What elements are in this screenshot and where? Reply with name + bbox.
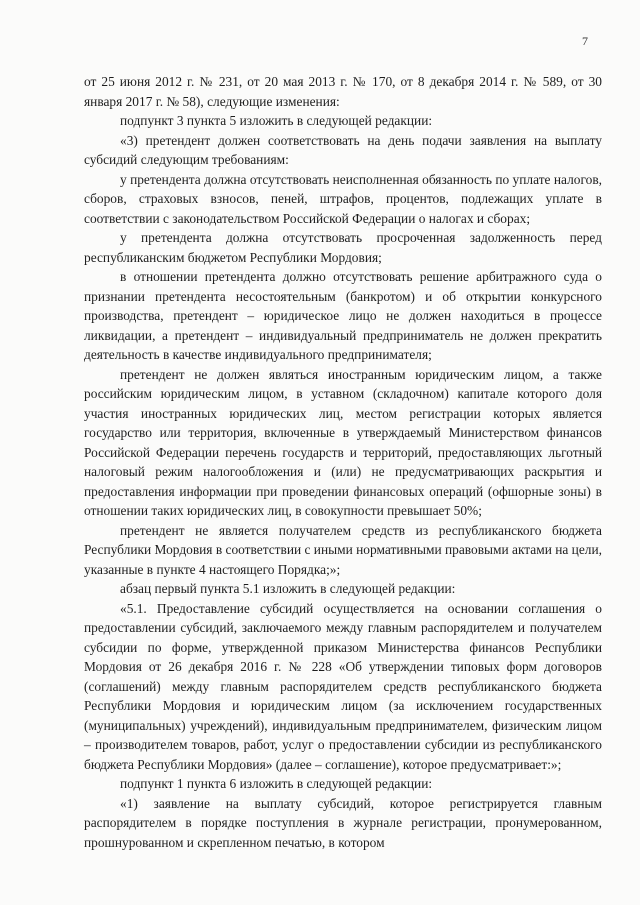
paragraph-1: от 25 июня 2012 г. № 231, от 20 мая 2013 г. № 170, от 8 декабря 2014 г. № 589, от 30 января 2017 г. № 58), следующие изменения: bbox=[84, 74, 602, 109]
paragraph-9: абзац первый пункта 5.1 изложить в следующей редакции: bbox=[120, 581, 456, 596]
paragraph-6: в отношении претендента должно отсутствовать решение арбитражного суда о признании претендента несостоятельным (банкротом) и об открытии конкурсного производства, претендент – юридическое лицо не должен находиться в процессе ликвидации, а претендент – индивидуальный предприниматель не должен прекратить деятельность в качестве индивидуального предпринимателя; bbox=[84, 269, 602, 362]
paragraph-5: у претендента должна отсутствовать просроченная задолженность перед республиканским бюджетом Республики Мордовия; bbox=[84, 230, 602, 265]
page-number: 7 bbox=[582, 34, 588, 48]
paragraph-12: «1) заявление на выплату субсидий, которое регистрируется главным распорядителем в порядке поступления в журнале регистрации, пронумерованном, прошнурованном и скрепленном печатью, в котором bbox=[84, 795, 602, 850]
paragraph-4: у претендента должна отсутствовать неисполненная обязанность по уплате налогов, сборов, страховых взносов, пеней, штрафов, процентов, подлежащих уплате в соответствии с законодательством Российской Федерации о налогах и сборах; bbox=[84, 171, 602, 226]
paragraph-7: претендент не должен являться иностранным юридическим лицом, а также российским юридическим лицом, в уставном (складочном) капитале которого доля участия иностранных юридических лиц, местом регистрации которых является государство или территория, включенные в утверждаемый Министерством финансов Российской Федерации перечень государств и территорий, предоставляющих льготный налоговый режим налогообложения и (или) не предусматривающих раскрытия и предоставления информации при проведении финансовых операций (офшорные зоны) в отношении таких юридических лиц, в совокупности превышает 50%; bbox=[84, 366, 602, 518]
document-body bbox=[84, 72, 602, 852]
paragraph-2: подпункт 3 пункта 5 изложить в следующей редакции: bbox=[120, 113, 433, 128]
paragraph-3: «3) претендент должен соответствовать на день подачи заявления на выплату субсидий следующим требованиям: bbox=[84, 132, 602, 167]
paragraph-11: подпункт 1 пункта 6 изложить в следующей редакции: bbox=[120, 776, 433, 791]
paragraph-10: «5.1. Предоставление субсидий осуществляется на основании соглашения о предоставлении субсидий, заключаемого между главным распорядителем и получателем субсидии по форме, утвержденной приказом Министерства финансов Республики Мордовия от 26 декабря 2016 г. № 228 «Об утверждении типовых форм договоров (соглашений) между главным распорядителем средств республиканского бюджета Республики Мордовия и юридическим лицом (за исключением государственных (муниципальных) учреждений), индивидуальным предпринимателем, физическим лицом – производителем товаров, работ, услуг о предоставлении субсидии из республиканского бюджета Республики Мордовия» (далее – соглашение), которое предусматривает:»; bbox=[84, 600, 602, 772]
paragraph-8: претендент не является получателем средств из республиканского бюджета Республики Мордовия в соответствии с иными нормативными правовыми актами на цели, указанные в пункте 4 настоящего Порядка;»; bbox=[84, 522, 602, 577]
